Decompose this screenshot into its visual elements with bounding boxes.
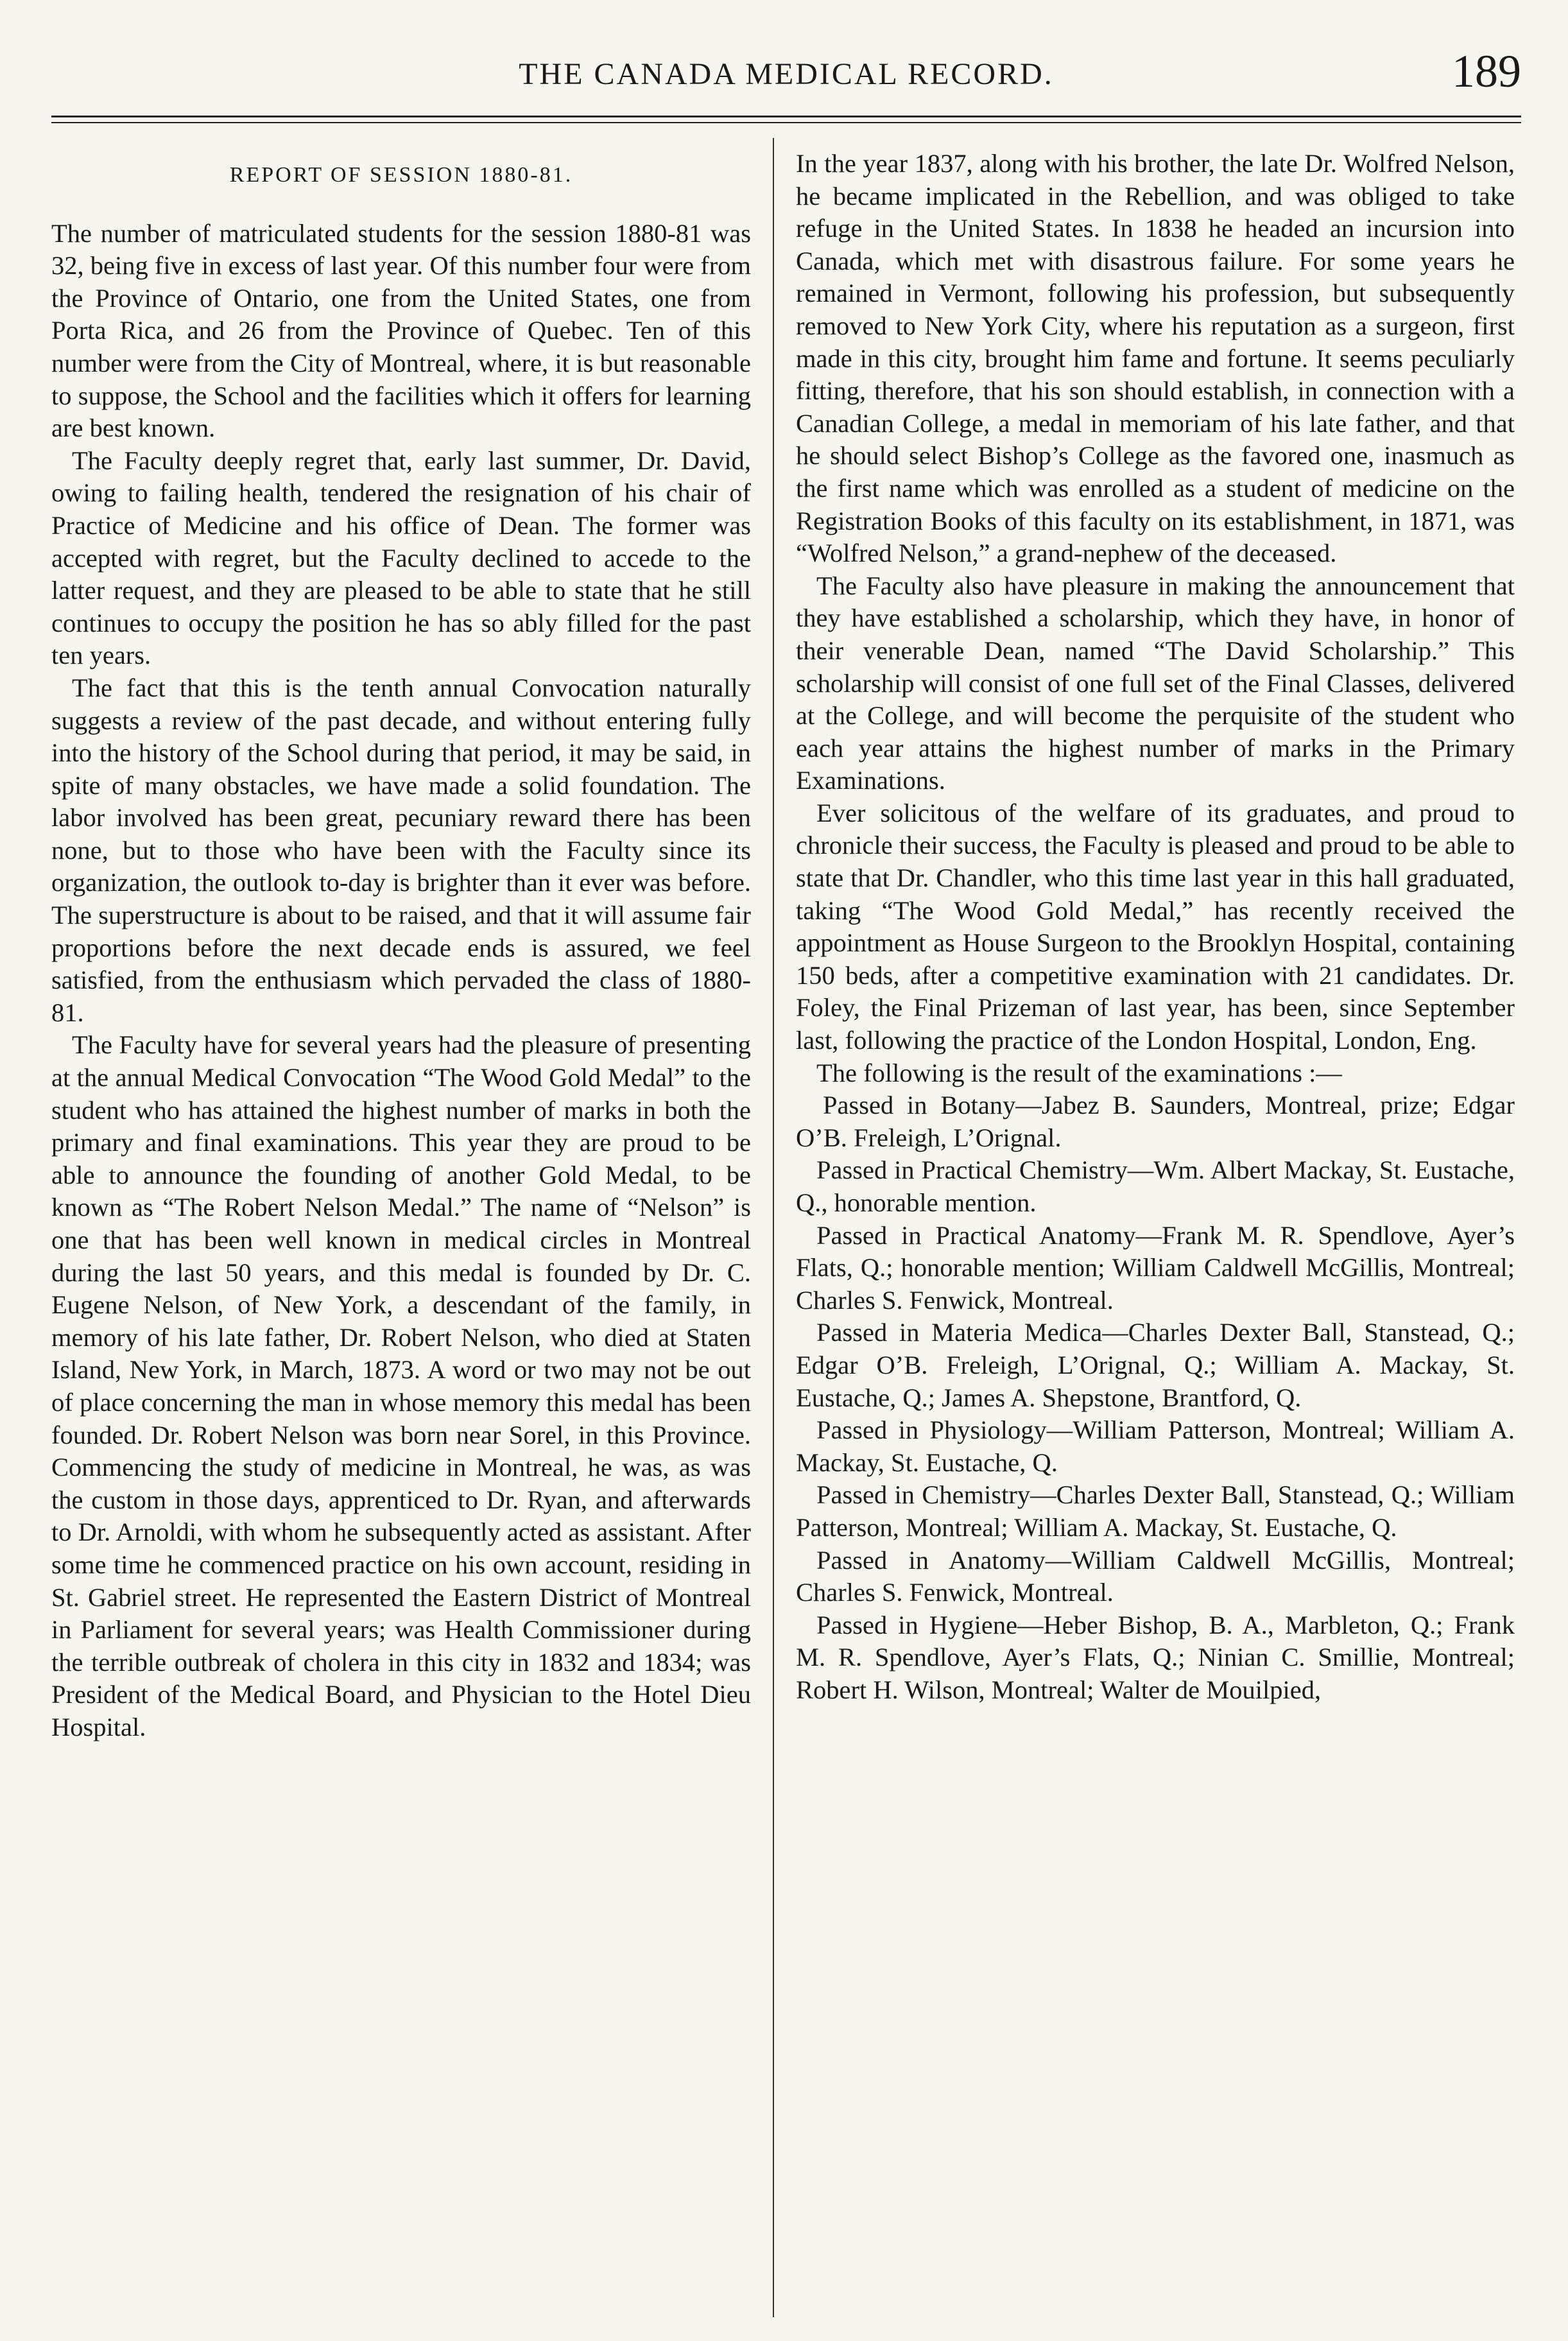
- result-entry: Passed in Botany—Jabez B. Saunders, Montreal, prize; Edgar O’B. Freleigh, L’Orignal.: [796, 1091, 1515, 1152]
- paragraph: The number of matriculated students for the session 1880-81 was 32, being five in excess of last year. Of this number four were from the Province of Ontario, one from the United States, one from Porta Rica, and 26 from the Province of Quebec. Ten of this number were from the City of Montreal, where, it is but reasonable to suppose, the School and the facilities which it offers for learning are best known.: [51, 218, 751, 443]
- header-rule-thin: [51, 122, 1521, 123]
- journal-title: THE CANADA MEDICAL RECORD.: [519, 57, 1054, 91]
- paragraph: The Faculty also have pleasure in making the announcement that they have established a scholarship, which they have, in honor of their venerable Dean, named “The David Scholarship.” This scholarship will consist of one full set of the Final Classes, delivered at the College, and will become the perquisite of the student who each year attains the highest number of marks in the Primary Examinations.: [796, 571, 1515, 795]
- result-entry: Passed in Chemistry—Charles Dexter Ball, Stanstead, Q.; William Patterson, Montreal; William A. Mackay, St. Eustache, Q.: [796, 1480, 1515, 1542]
- page-header: [51, 39, 1521, 109]
- column-divider: [773, 138, 774, 2317]
- examination-results: [796, 1089, 1515, 1706]
- result-entry: Passed in Practical Anatomy—Frank M. R. Spendlove, Ayer’s Flats, Q.; honorable mention; William Caldwell McGillis, Montreal; Charles S. Fenwick, Montreal.: [796, 1220, 1515, 1315]
- header-rule-thick: [51, 116, 1521, 117]
- result-entry: Passed in Physiology—William Patterson, Montreal; William A. Mackay, St. Eustache, Q.: [796, 1415, 1515, 1477]
- paragraph: The Faculty have for several years had the pleasure of presenting at the annual Medical Convocation “The Wood Gold Medal” to the student who has attained the highest number of marks in both the primary and final examinations. This year they are proud to be able to announce the founding of another Gold Medal, to be known as “The Robert Nelson Medal.” The name of “Nelson” is one that has been well known in medical circles in Montreal during the last 50 years, and this medal is founded by Dr. C. Eugene Nelson, of New York, a descendant of the family, in memory of his late father, Dr. Robert Nelson, who died at Staten Island, New York, in March, 1873. A word or two may not be out of place concerning the man in whose memory this medal has been founded. Dr. Robert Nelson was born near Sorel, in this Province. Commencing the study of medicine in Montreal, he was, as was the custom in those days, apprenticed to Dr. Ryan, and afterwards to Dr. Arnoldi, with whom he subsequently acted as assistant. After some time he commenced practice on his own account, residing in St. Gabriel street. He represented the Eastern District of Montreal in Parliament for several years; was Health Commissioner during the terrible outbreak of cholera in this city in 1832 and 1834; was President of the Medical Board, and Physician to the Hotel Dieu Hospital.: [51, 1030, 751, 1741]
- result-entry: Passed in Practical Chemistry—Wm. Albert Mackay, St. Eustache, Q., honorable mention.: [796, 1155, 1515, 1217]
- paragraph: In the year 1837, along with his brother, the late Dr. Wolfred Nelson, he became implicated in the Rebellion, and was obliged to take refuge in the United States. In 1838 he headed an incursion into Canada, which met with disastrous failure. For some years he remained in Vermont, following his profession, but subsequently removed to New York City, where his reputation as a surgeon, first made in this city, brought him fame and fortune. It seems peculiarly fitting, therefore, that his son should establish, in connection with a Canadian College, a medal in memoriam of his late father, and that he should select Bishop’s College as the favored one, inasmuch as the first name which was enrolled as a student of medicine on the Registration Books of this faculty on its establishment, in 1871, was “Wolfred Nelson,” a grand-nephew of the deceased.: [796, 149, 1515, 568]
- paragraph: The following is the result of the examinations :—: [816, 1058, 1342, 1087]
- result-entry: Passed in Hygiene—Heber Bishop, B. A., Marbleton, Q.; Frank M. R. Spendlove, Ayer’s Flats, Q.; Ninian C. Smillie, Montreal; Robert H. Wilson, Montreal; Walter de Mouilpied,: [796, 1610, 1515, 1704]
- page-number: 189: [1452, 46, 1521, 97]
- result-entry: Passed in Anatomy—William Caldwell McGillis, Montreal; Charles S. Fenwick, Montreal.: [796, 1545, 1515, 1607]
- right-column: [796, 148, 1515, 1707]
- result-entry: Passed in Materia Medica—Charles Dexter Ball, Stanstead, Q.; Edgar O’B. Freleigh, L’Orignal, Q.; William A. Mackay, St. Eustache, Q.; James A. Shepstone, Brantford, Q.: [796, 1318, 1515, 1412]
- paragraph: The fact that this is the tenth annual Convocation naturally suggests a review of the past decade, and without entering fully into the history of the School during that period, it may be said, in spite of many obstacles, we have made a solid foundation. The labor involved has been great, pecuniary reward there has been none, but to those who have been with the Faculty since its organization, the outlook to-day is brighter than it ever was before. The superstructure is about to be raised, and that it will assume fair proportions before the next decade ends is assured, we feel satisfied, from the enthusiasm which pervaded the class of 1880-81.: [51, 673, 751, 1027]
- section-heading: REPORT OF SESSION 1880-81.: [229, 163, 573, 187]
- left-column: [51, 148, 751, 1744]
- paragraph: Ever solicitous of the welfare of its graduates, and proud to chronicle their success, the Faculty is pleased and proud to be able to state that Dr. Chandler, who this time last year in this hall graduated, taking “The Wood Gold Medal,” has recently received the appointment as House Surgeon to the Brooklyn Hospital, containing 150 beds, after a competitive examination with 21 candidates. Dr. Foley, the Final Prizeman of last year, has been, since September last, following the practice of the London Hospital, London, Eng.: [796, 798, 1515, 1055]
- paragraph: The Faculty deeply regret that, early last summer, Dr. David, owing to failing health, tendered the resignation of his chair of Practice of Medicine and his office of Dean. The former was accepted with regret, but the Faculty declined to accede to the latter request, and they are pleased to be able to state that he still continues to occupy the position he has so ably filled for the past ten years.: [51, 445, 751, 670]
